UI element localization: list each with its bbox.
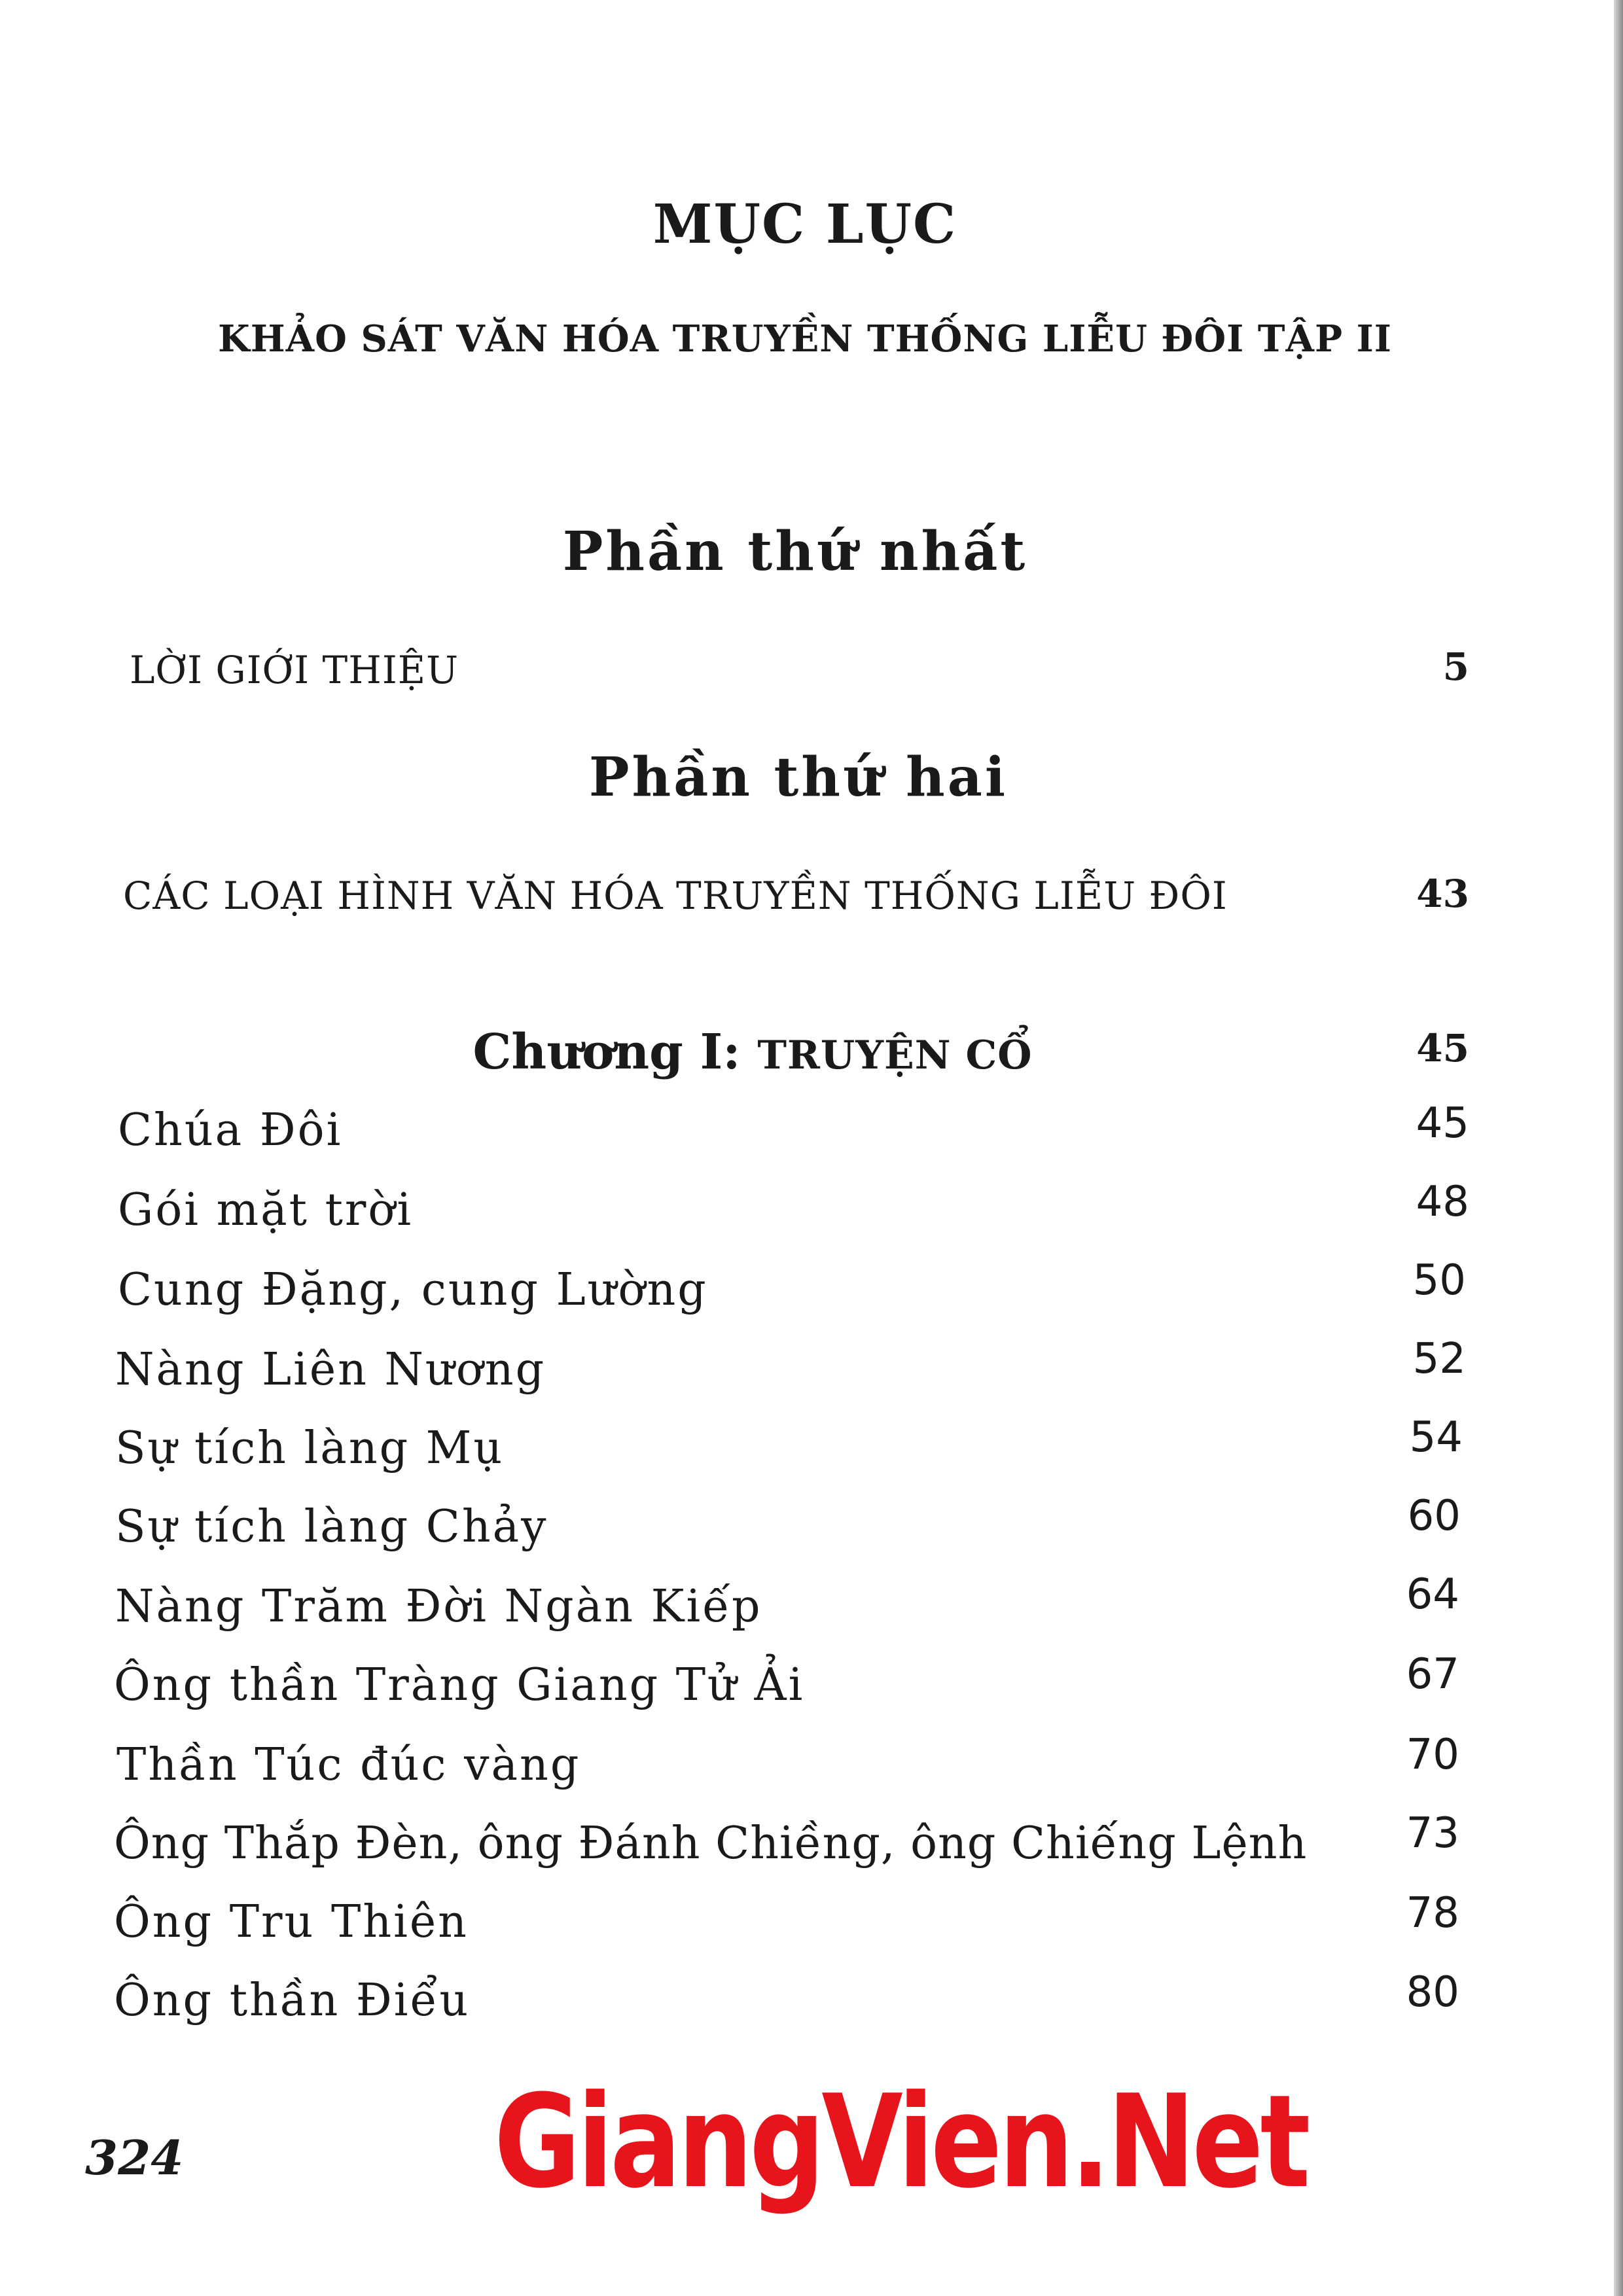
toc-entry-page: 60 [1407,1492,1461,1540]
toc-entry-page: 64 [1406,1570,1459,1619]
watermark-logo: GiangVien.Net [494,2068,1308,2217]
section-culture-types-page: 43 [1416,872,1469,916]
page-title: MỤC LỤC [652,193,957,256]
toc-entry-page: 78 [1406,1889,1459,1937]
toc-entry-title: Thần Túc đúc vàng [116,1739,581,1791]
toc-entry-page: 50 [1412,1256,1466,1305]
toc-entry-title: Nàng Trăm Đời Ngàn Kiếp [115,1581,762,1633]
toc-entry-page: 70 [1406,1731,1459,1779]
toc-entry-title: Nàng Liên Nương [115,1344,546,1396]
section-introduction-page: 5 [1442,645,1469,689]
toc-entry-title: Cung Đặng, cung Lường [118,1264,708,1316]
toc-entry-title: Ông Thắp Đèn, ông Đánh Chiềng, ông Chiếng Lệnh [114,1818,1308,1869]
toc-entry-title: Ông Tru Thiên [114,1896,469,1948]
toc-entry-page: 52 [1412,1335,1466,1383]
toc-entry-title: Ông thần Điểu [114,1975,471,2026]
part-two-heading: Phần thứ hai [588,746,1008,809]
chapter-one-title: TRUYỆN CỔ [757,1033,1033,1078]
chapter-one-heading [0,1024,1505,1080]
chapter-one-prefix: Chương I: [473,1024,741,1080]
section-introduction-label: LỜI GIỚI THIỆU [130,648,459,692]
book-subtitle: KHẢO SÁT VĂN HÓA TRUYỀN THỐNG LIỄU ĐÔI TẬP II [218,317,1392,361]
toc-entry-page: 48 [1416,1178,1469,1226]
toc-entry-page: 73 [1406,1809,1459,1858]
toc-entry-title: Gói mặt trời [118,1184,414,1236]
toc-entry-page: 67 [1406,1650,1459,1699]
page-number: 324 [85,2130,184,2185]
chapter-one-page: 45 [1416,1026,1469,1070]
toc-entry-page: 80 [1406,1968,1459,2017]
toc-entry-title: Chúa Đôi [118,1104,343,1156]
scan-edge [1614,0,1623,2296]
toc-entry-title: Sự tích làng Mụ [115,1422,505,1474]
section-culture-types-label: CÁC LOẠI HÌNH VĂN HÓA TRUYỀN THỐNG LIỄU ĐÔI [123,874,1228,918]
part-one-heading: Phần thứ nhất [562,520,1028,583]
toc-entry-title: Sự tích làng Chảy [115,1501,548,1553]
toc-entry-page: 45 [1416,1099,1469,1148]
toc-entry-page: 54 [1409,1413,1463,1462]
toc-entry-title: Ông thần Tràng Giang Tử Ải [114,1659,805,1711]
